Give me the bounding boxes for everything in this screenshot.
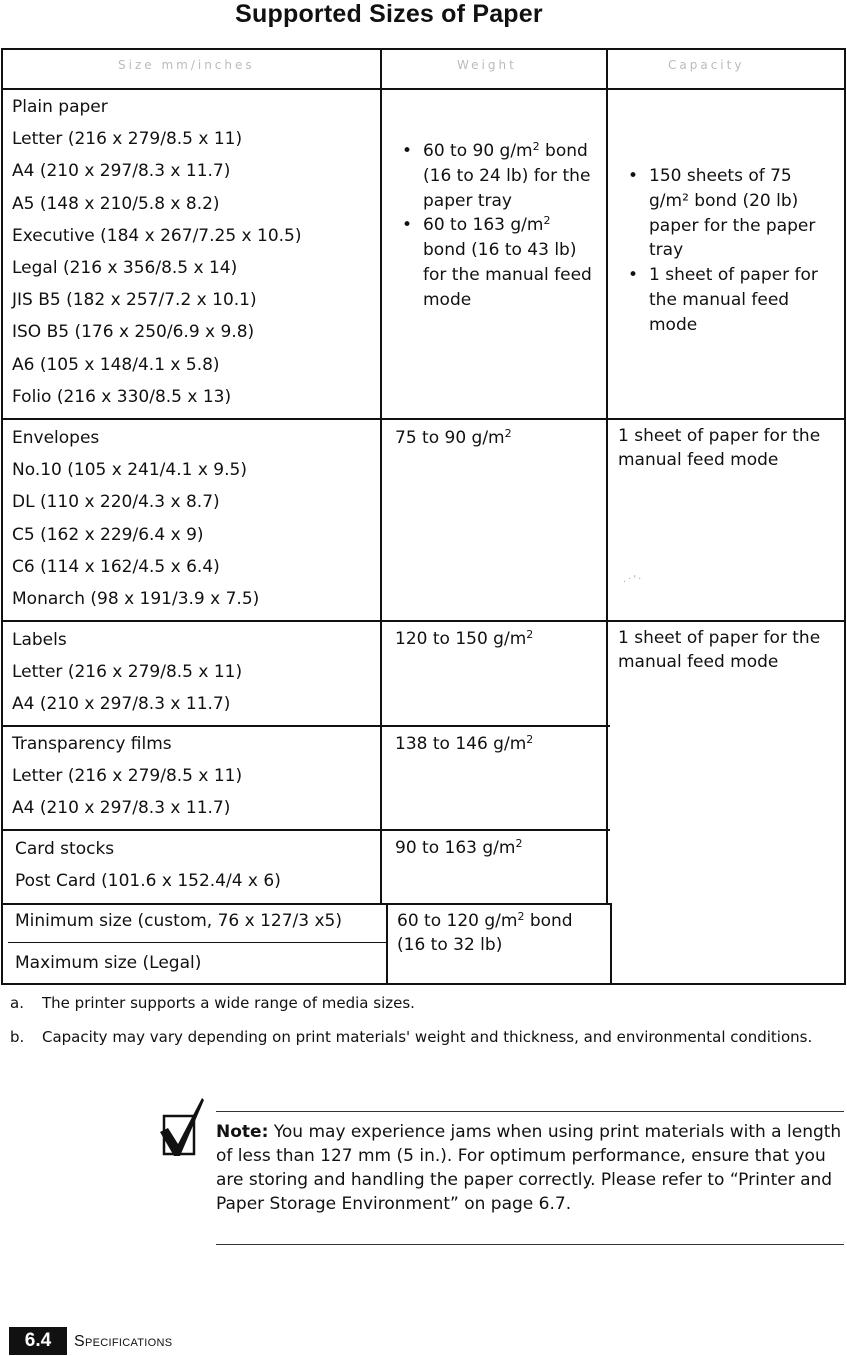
note-label: Note: <box>216 1122 269 1142</box>
weight-cell-envelopes: 75 to 90 $g/m^2$ <box>395 427 512 448</box>
weight-cell-plain-paper <box>396 139 592 313</box>
size-min: Minimum size (custom, 76 x 127/3 x5) <box>15 911 343 931</box>
size-item: C5 (162 x 229/6.4 x 9) <box>12 524 204 545</box>
table-rule <box>2 903 610 905</box>
size-item: A5 (148 x 210/5.8 x 8.2) <box>12 193 220 214</box>
weight-cell-transparency: 138 to 146 $g/m^2$ <box>395 733 534 754</box>
table-rule <box>2 48 845 50</box>
scan-artifact: .·'· <box>623 574 644 585</box>
table-rule <box>8 942 388 943</box>
table-rule <box>2 620 845 622</box>
size-item: Post Card (101.6 x 152.4/4 x 6) <box>15 871 281 892</box>
table-rule <box>2 829 610 831</box>
size-item: Plain paper <box>12 97 108 117</box>
size-item: Monarch (98 x 191/3.9 x 7.5) <box>12 588 260 609</box>
table-rule <box>844 48 846 985</box>
size-item: ISO B5 (176 x 250/6.9 x 9.8) <box>12 322 255 343</box>
page-title: Supported Sizes of Paper <box>235 0 543 28</box>
weight-bullet: • 60 to 90 $g/m^2$ bond (16 to 24 lb) for the paper tray <box>396 139 592 213</box>
size-item: Labels <box>12 630 67 650</box>
size-item: Executive (184 x 267/7.25 x 10.5) <box>12 225 302 246</box>
table-rule <box>610 903 612 985</box>
header-weight: Weight <box>457 58 517 72</box>
size-cell-card-stocks <box>15 833 281 897</box>
capacity-cell-plain-paper <box>622 164 832 338</box>
header-size: Size mm/inches <box>118 58 255 72</box>
table-rule <box>386 903 388 985</box>
size-cell-envelopes <box>12 422 259 615</box>
size-item: Letter (216 x 279/8.5 x 11) <box>12 766 243 787</box>
capacity-cell-envelopes: 1 sheet of paper for the manual feed mode <box>618 426 821 470</box>
note-rule-top <box>216 1111 844 1112</box>
capacity-bullet: • 1 sheet of paper for the manual feed mode <box>622 263 832 337</box>
table-rule <box>606 48 608 905</box>
size-item: A6 (105 x 148/4.1 x 5.8) <box>12 354 220 375</box>
size-cell-labels <box>12 624 242 721</box>
capacity-bullet: • 150 sheets of 75 g/m² bond (20 lb) paper for the paper tray <box>622 164 832 263</box>
size-item: DL (110 x 220/4.3 x 8.7) <box>12 492 220 513</box>
page-number: 6.4 <box>9 1327 67 1355</box>
weight-cell-labels: 120 to 150 $g/m^2$ <box>395 628 534 649</box>
note-block <box>216 1120 844 1216</box>
table-rule <box>2 418 845 420</box>
size-item: Transparency films <box>12 734 172 754</box>
table-rule <box>2 725 610 727</box>
size-item: Letter (216 x 279/8.5 x 11) <box>12 662 243 683</box>
table-rule <box>2 88 845 90</box>
size-item: A4 (210 x 297/8.3 x 11.7) <box>12 798 231 819</box>
size-item: Card stocks <box>15 839 115 859</box>
size-item: A4 (210 x 297/8.3 x 11.7) <box>12 694 231 715</box>
note-body: You may experience jams when using print materials with a length of less than 127 mm (5 in.). For optimum performance, ensure that you are storing and handling the paper correctly. Please refer to “Printer and Paper Storage Environment” on page 6.7. <box>216 1122 842 1214</box>
size-cell-plain-paper <box>12 91 302 413</box>
size-cell-transparency <box>12 728 242 825</box>
size-item: No.10 (105 x 241/4.1 x 9.5) <box>12 460 247 481</box>
capacity-cell-labels: 1 sheet of paper for the manual feed mode <box>618 628 821 672</box>
size-item: Letter (216 x 279/8.5 x 11) <box>12 129 243 150</box>
note-rule-bottom <box>216 1244 844 1245</box>
checkmark-icon <box>156 1094 216 1164</box>
size-item: A4 (210 x 297/8.3 x 11.7) <box>12 161 231 182</box>
size-item: JIS B5 (182 x 257/7.2 x 10.1) <box>12 290 257 311</box>
size-item: C6 (114 x 162/4.5 x 6.4) <box>12 556 220 577</box>
weight-bullet: • 60 to 163 $g/m^2$ bond (16 to 43 lb) for the manual feed mode <box>396 213 592 312</box>
weight-cell-min-max: 60 to 120 $g/m^2$ bond (16 to 32 lb) <box>397 910 573 955</box>
size-max: Maximum size (Legal) <box>15 953 202 973</box>
size-item: Envelopes <box>12 428 100 448</box>
header-capacity: Capacity <box>668 58 745 72</box>
table-rule <box>380 48 382 905</box>
size-item: Legal (216 x 356/8.5 x 14) <box>12 257 238 278</box>
table-rule <box>1 48 3 985</box>
size-item: Folio (216 x 330/8.5 x 13) <box>12 386 232 407</box>
section-name: Specifications <box>74 1333 173 1350</box>
weight-cell-card-stocks: 90 to 163 $g/m^2$ <box>395 837 523 858</box>
table-rule <box>2 983 845 985</box>
